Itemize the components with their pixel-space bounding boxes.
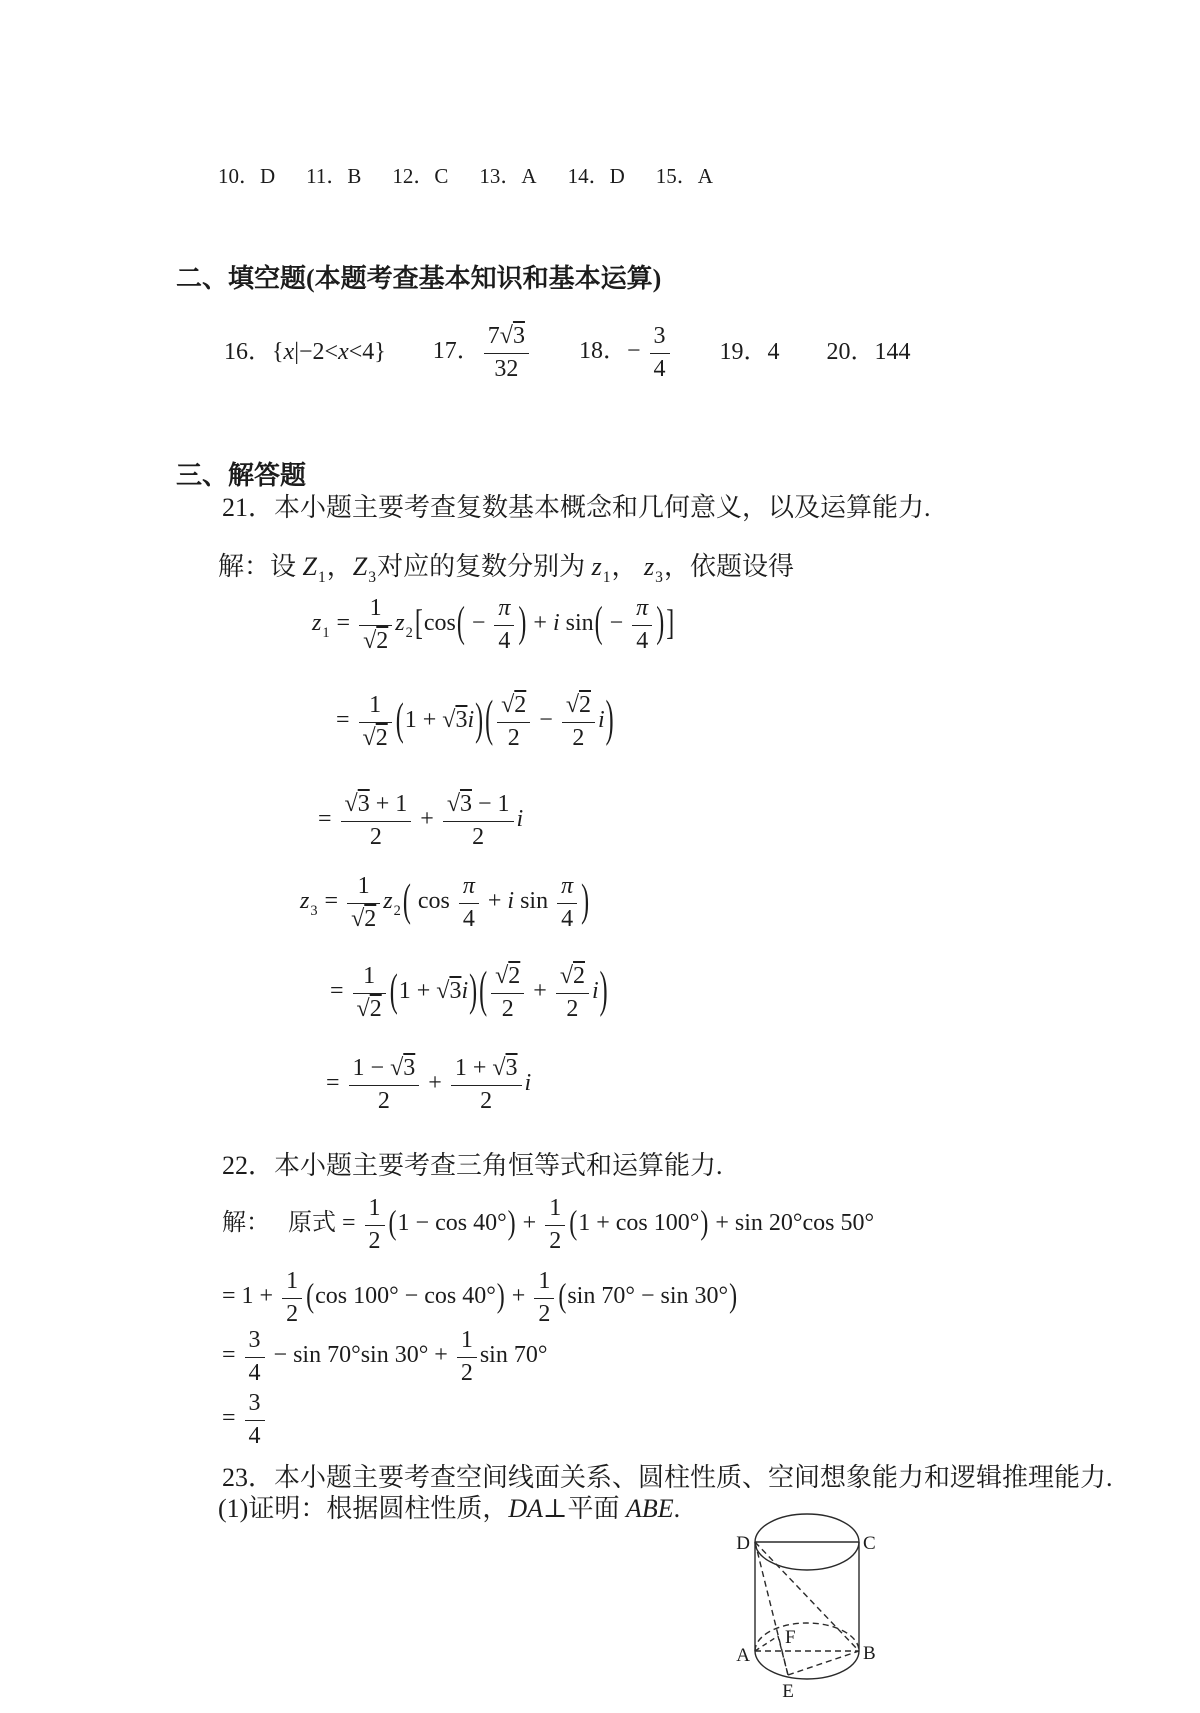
- cylinder-figure: [700, 1478, 913, 1713]
- q21-formula-z3-result: = $\frac{1 - √3}{2}$ + $\frac{1 + √3}{2}$ i: [326, 1055, 532, 1114]
- q21-formula-z3-expand: = $\frac{1}{√2}$ (1 + √3i)( $\frac{√2}{2}$ + $\frac{√2}{2}$ i): [330, 963, 608, 1022]
- q22-title: 22．本小题主要考查三角恒等式和运算能力.: [222, 1151, 723, 1180]
- cylinder-bottom-front-arc: [755, 1651, 859, 1679]
- figure-label-a: A: [736, 1645, 750, 1666]
- q21-title: 21．本小题主要考查复数基本概念和几何意义，以及运算能力.: [222, 493, 931, 522]
- choice-answer: 15．A: [655, 164, 713, 188]
- q21-formula-z3-polar: $z_3$ = $\frac{1}{√2}$ $z_2$( cos $\frac{\pi}{4}$ + i sin $\frac{\pi}{4}$ ): [300, 873, 590, 932]
- figure-label-f: F: [785, 1627, 796, 1648]
- cylinder-bottom-back-arc: [755, 1623, 859, 1651]
- fill-answer-19: 19．4: [719, 339, 780, 366]
- choice-answer: 11．B: [306, 164, 362, 188]
- q21-formula-z1-polar: $z_1$ = $\frac{1}{√2}$ $z_2[\cos$( − $\frac{\pi}{4}$ ) + i sin( − $\frac{\pi}{4}$ )]: [312, 595, 675, 654]
- q21-solution-intro: 解：设 $Z_1$，$Z_3$对应的复数分别为 $z_1$， $z_3$，依题设得: [218, 552, 794, 587]
- fill-answer-16: 16．{x|−2<x<4}: [224, 339, 386, 366]
- fill-answer-17: 17． $\frac{7√3}{32}$: [433, 322, 532, 383]
- section-heading-fill-in: 二、填空题(本题考查基本知识和基本运算): [176, 264, 662, 293]
- fill-in-answers: [224, 318, 911, 388]
- q23-title: 23．本小题主要考查空间线面关系、圆柱性质、空间想象能力和逻辑推理能力.: [222, 1463, 1113, 1492]
- choice-answer: 12．C: [392, 164, 449, 188]
- q21-formula-z1-result: = $\frac{√3 + 1}{2}$ + $\frac{√3 - 1}{2}$ i: [318, 791, 524, 850]
- figure-label-d: D: [736, 1533, 750, 1554]
- fill-answer-20: 20．144: [826, 339, 911, 366]
- section-heading-solutions: 三、解答题: [176, 461, 307, 490]
- figure-label-c: C: [863, 1533, 876, 1554]
- choice-answer: 13．A: [479, 164, 537, 188]
- line-af: [755, 1636, 778, 1651]
- figure-label-e: E: [782, 1681, 794, 1702]
- choice-answer: 10．D: [218, 164, 276, 188]
- line-eb: [788, 1651, 859, 1675]
- q22-step-3: = $\frac{3}{4}$ − sin 70°sin 30° + $\frac{1}{2}$ sin 70°: [222, 1327, 548, 1386]
- line-db: [755, 1542, 859, 1651]
- multiple-choice-answers: [218, 160, 713, 190]
- q21-formula-z1-expand: = $\frac{1}{√2}$ (1 + √3i)( $\frac{√2}{2}$ − $\frac{√2}{2}$ i): [336, 692, 614, 751]
- q22-step-1: 解： 原式 = $\frac{1}{2}$ (1 − cos 40°) + $\frac{1}{2}$ (1 + cos 100°) + sin 20°cos 50°: [222, 1195, 875, 1254]
- q22-step-4: = $\frac{3}{4}$: [222, 1389, 268, 1450]
- q22-step-2: = 1 + $\frac{1}{2}$ (cos 100° − cos 40°) + $\frac{1}{2}$ (sin 70° − sin 30°): [222, 1268, 738, 1327]
- choice-answer: 14．D: [567, 164, 625, 188]
- q23-proof-line: (1)证明：根据圆柱性质，DA⊥平面 ABE.: [218, 1494, 681, 1523]
- figure-label-b: B: [863, 1643, 876, 1664]
- fill-answer-18: 18．− $\frac{3}{4}$: [579, 322, 673, 383]
